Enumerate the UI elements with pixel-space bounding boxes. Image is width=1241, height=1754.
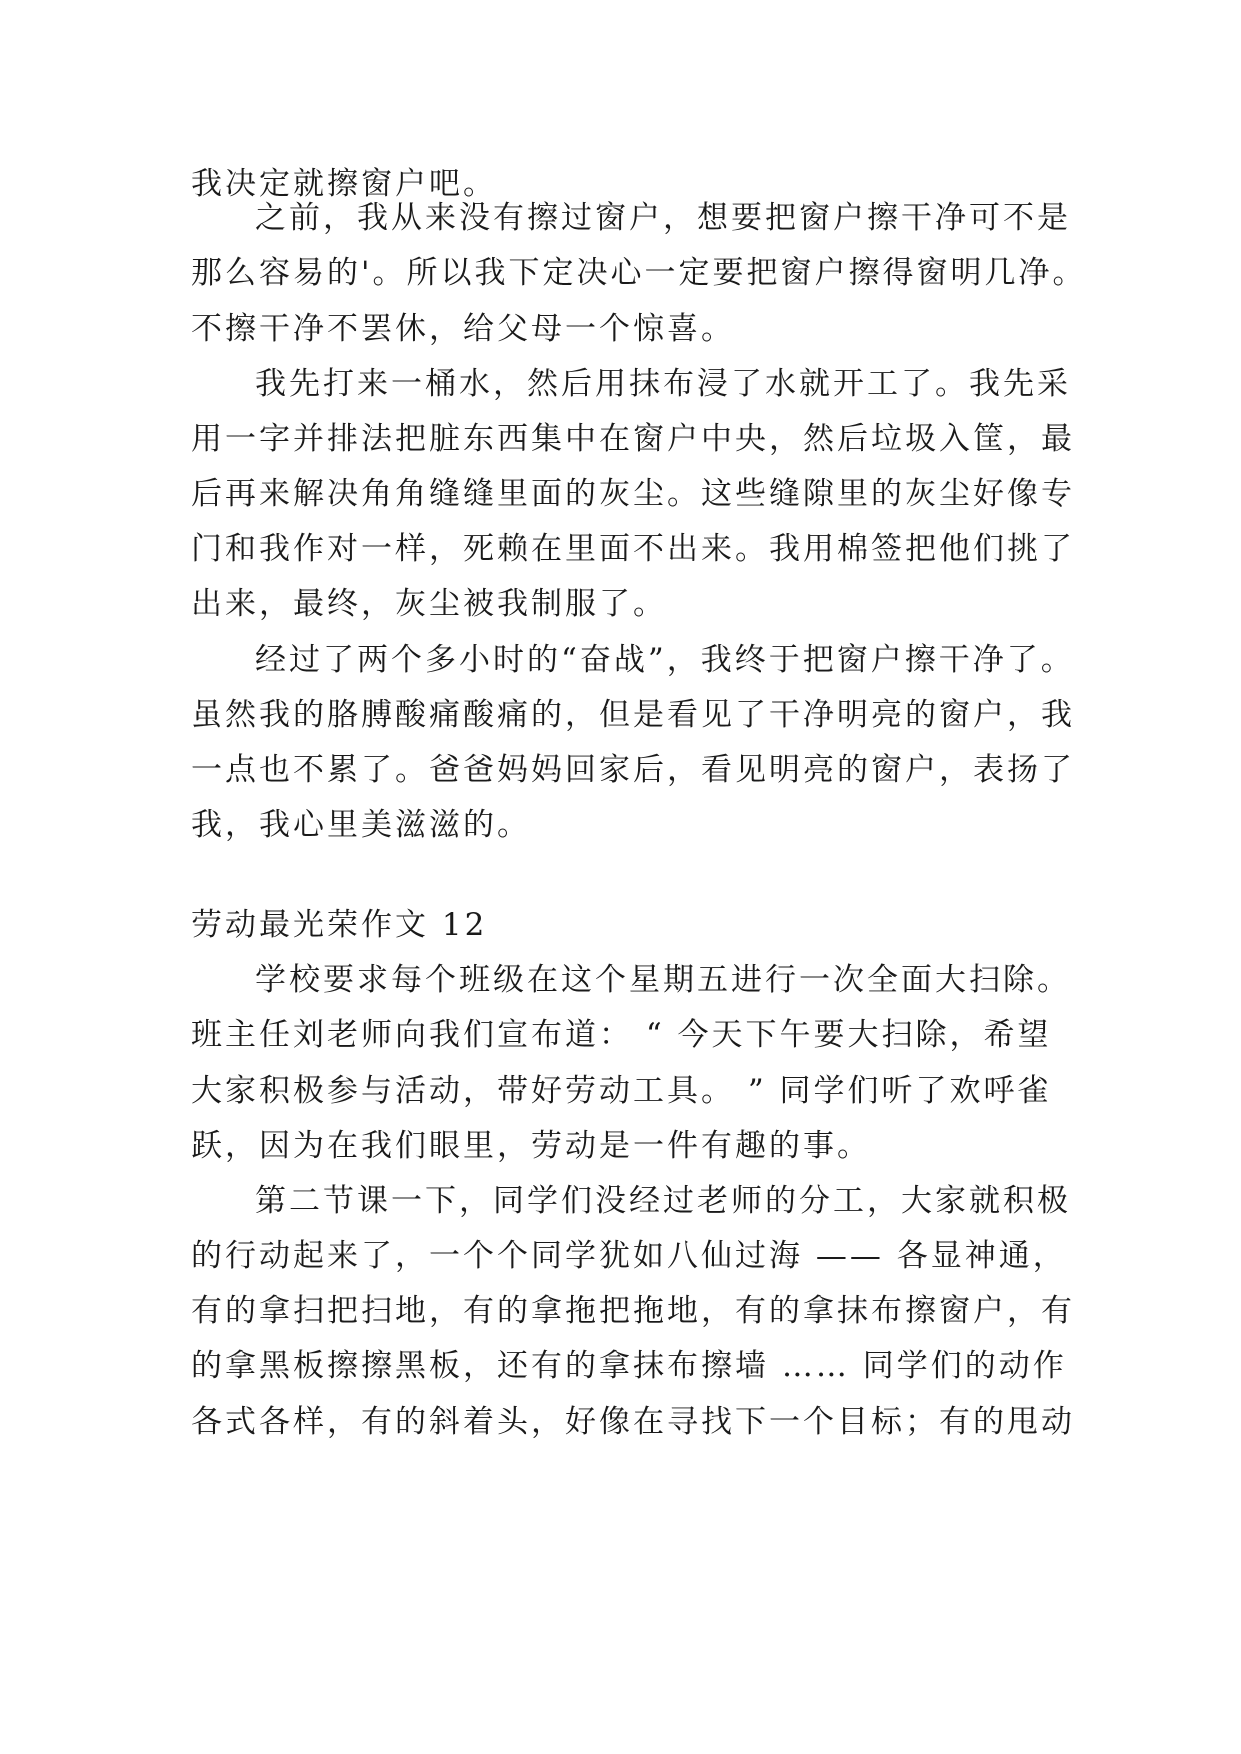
paragraph-line: 有的拿扫把扫地，有的拿拖把拖地，有的拿抹布擦窗户，有 — [191, 1293, 1075, 1329]
paragraph-line: 用一字并排法把脏东西集中在窗户中央，然后垃圾入筐，最 — [191, 421, 1075, 457]
paragraph-line: 我决定就擦窗户吧。 — [191, 166, 497, 202]
paragraph-line: 一点也不累了。爸爸妈妈回家后，看见明亮的窗户，表扬了 — [191, 752, 1075, 788]
paragraph-line: 第二节课一下，同学们没经过老师的分工，大家就积极 — [255, 1183, 1071, 1219]
paragraph-line: 大家积极参与活动，带好劳动工具。 ” 同学们听了欢呼雀 — [191, 1073, 1052, 1109]
paragraph-line: 的行动起来了，一个个同学犹如八仙过海 —— 各显神通， — [191, 1238, 1067, 1274]
paragraph-line: 虽然我的胳膊酸痛酸痛的，但是看见了干净明亮的窗户，我 — [191, 697, 1075, 733]
paragraph-line: 班主任刘老师向我们宣布道： “ 今天下午要大扫除，希望 — [191, 1017, 1052, 1053]
paragraph-line: 各式各样，有的斜着头，好像在寻找下一个目标；有的甩动 — [191, 1404, 1075, 1440]
paragraph-line: 的拿黑板擦擦黑板，还有的拿抹布擦墙 …… 同学们的动作 — [191, 1348, 1067, 1384]
paragraph-line: 那么容易的'。所以我下定决心一定要把窗户擦得窗明几净。 — [191, 255, 1087, 291]
paragraph-line: 后再来解决角角缝缝里面的灰尘。这些缝隙里的灰尘好像专 — [191, 476, 1075, 512]
paragraph-line: 经过了两个多小时的“奋战”，我终于把窗户擦干净了。 — [255, 642, 1075, 678]
paragraph-line: 我，我心里美滋滋的。 — [191, 807, 531, 843]
paragraph-line: 学校要求每个班级在这个星期五进行一次全面大扫除。 — [255, 962, 1071, 998]
paragraph-line: 之前，我从来没有擦过窗户，想要把窗户擦干净可不是 — [255, 200, 1071, 236]
paragraph-line: 出来，最终，灰尘被我制服了。 — [191, 586, 667, 622]
paragraph-line: 不擦干净不罢休，给父母一个惊喜。 — [191, 311, 735, 347]
paragraph-line: 我先打来一桶水，然后用抹布浸了水就开工了。我先采 — [255, 366, 1071, 402]
section-heading: 劳动最光荣作文 12 — [191, 907, 488, 943]
paragraph-line: 门和我作对一样，死赖在里面不出来。我用棉签把他们挑了 — [191, 531, 1075, 567]
paragraph-line: 跃，因为在我们眼里，劳动是一件有趣的事。 — [191, 1128, 871, 1164]
